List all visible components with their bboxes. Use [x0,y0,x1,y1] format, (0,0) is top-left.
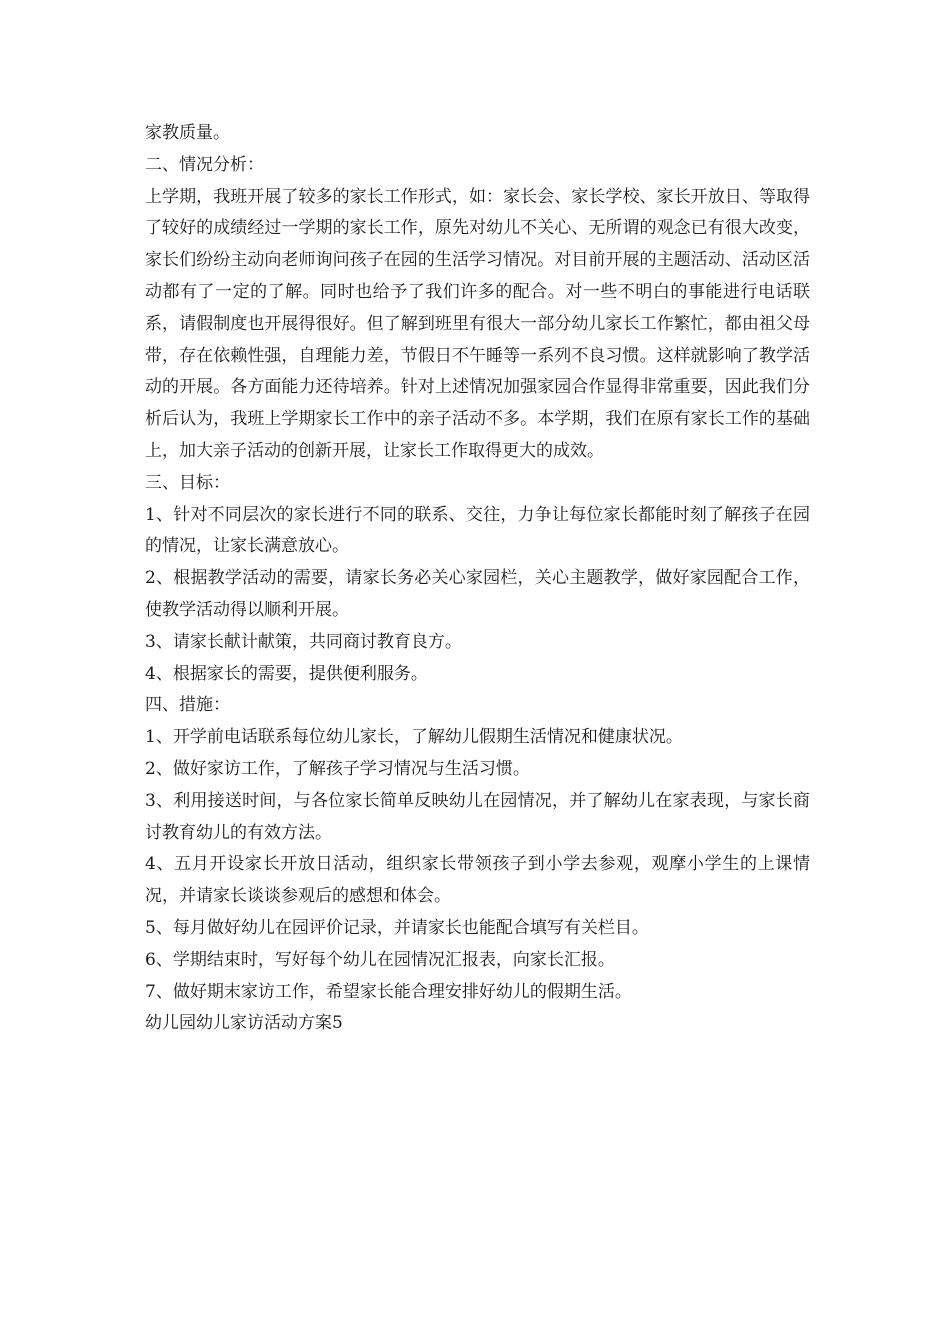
document-body [145,118,810,1040]
section-heading-analysis: 二、情况分析： [145,154,264,175]
goal-item: 2、根据教学活动的需要，请家长务必关心家园栏，关心主题教学，做好家园配合工作，使教学活动得以顺利开展。 [145,568,810,620]
paragraph-continuation: 家教质量。 [145,123,230,143]
goal-item: 1、针对不同层次的家长进行不同的联系、交往，力争让每位家长都能时刻了解孩子在园的情况，让家长满意放心。 [145,504,810,557]
goal-item: 4、根据家长的需要，提供便利服务。 [145,663,428,684]
goal-item: 3、请家长献计献策，共同商讨教育良方。 [145,631,462,652]
paragraph-analysis: 上学期，我班开展了较多的家长工作形式，如：家长会、家长学校、家长开放日、等取得了较好的成绩经过一学期的家长工作，原先对幼儿不关心、无所谓的观念已有很大改变，家长们纷纷主动向老师询问孩子在园的生活学习情况。对目前开展的主题活动、活动区活动都有了一定的了解。同时也给予了我们许多的配合。对一些不明白的事能进行电话联系，请假制度也开展得很好。但了解到班里有很大一部分幼儿家长工作繁忙，都由祖父母带，存在依赖性强，自理能力差，节假日不午睡等一系列不良习惯。这样就影响了教学活动的开展。各方面能力还待培养。针对上述情况加强家园合作显得非常重要，因此我们分析后认为，我班上学期家长工作中的亲子活动不多。本学期，我们在原有家长工作的基础上，加大亲子活动的创新开展，让家长工作取得更大的成效。 [145,186,810,461]
measure-item: 2、做好家访工作，了解孩子学习情况与生活习惯。 [145,758,530,779]
measure-item: 5、每月做好幼儿在园评价记录，并请家长也能配合填写有关栏目。 [145,917,649,938]
section-heading-measures: 四、措施： [145,695,230,716]
measure-item: 3、利用接送时间，与各位家长简单反映幼儿在园情况，并了解幼儿在家表现，与家长商讨教育幼儿的有效方法。 [145,790,810,843]
measure-item: 1、开学前电话联系每位幼儿家长，了解幼儿假期生活情况和健康状况。 [145,727,683,748]
measure-item: 7、做好期末家访工作，希望家长能合理安排好幼儿的假期生活。 [145,981,632,1002]
measure-item: 6、学期结束时，写好每个幼儿在园情况汇报表，向家长汇报。 [145,949,615,970]
section-heading-goals: 三、目标： [145,472,230,493]
measure-item: 4、五月开设家长开放日活动，组织家长带领孩子到小学去参观，观摩小学生的上课情况，并请家长谈谈参观后的感想和体会。 [145,854,810,907]
next-section-title: 幼儿园幼儿家访活动方案5 [145,1013,343,1034]
